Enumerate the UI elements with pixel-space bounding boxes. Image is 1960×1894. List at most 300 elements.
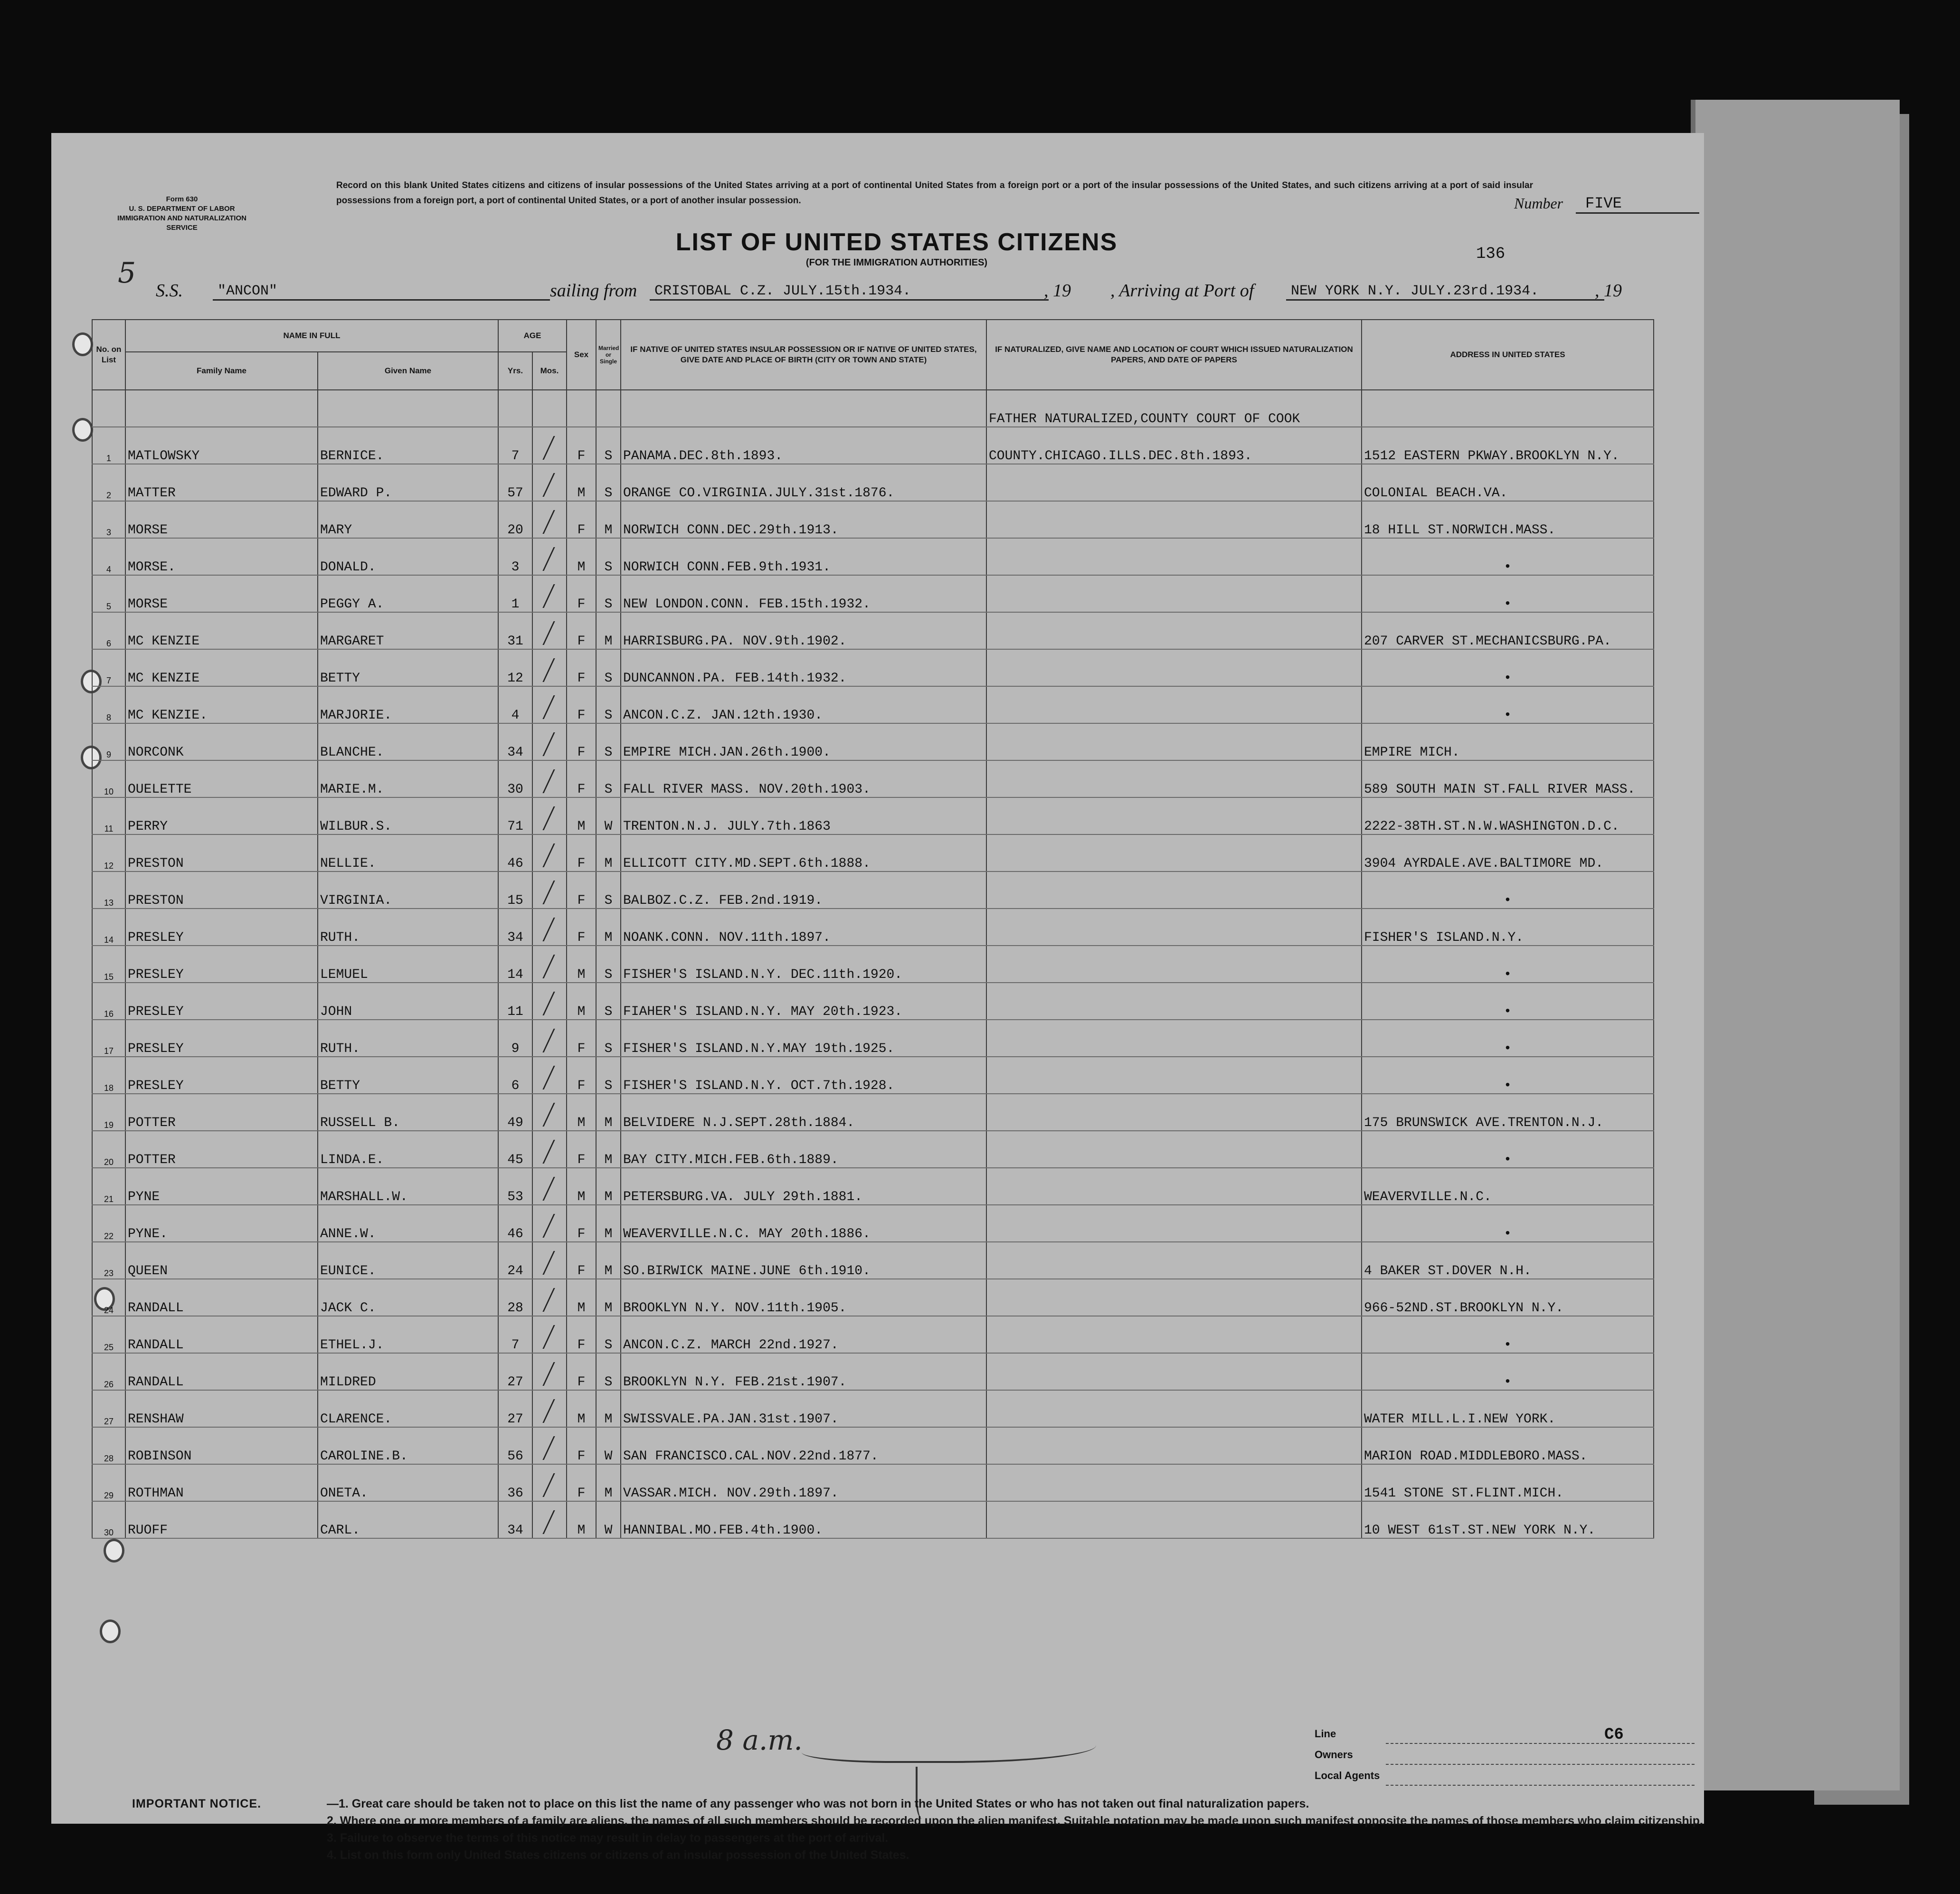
form-number: Form 630 [166,195,198,203]
cell-birth: SAN FRANCISCO.CAL.NOV.22nd.1877. [621,1427,986,1464]
cell-mos [532,797,567,834]
cell-ms: M [596,1390,621,1427]
cell-naturalized [986,612,1362,649]
check-mark [532,1510,555,1534]
cell-no: 7 [92,649,125,686]
back-page-edge [1691,100,1900,1790]
table-row [92,1316,1654,1353]
cell-address: • [1362,1316,1654,1353]
cell-no: 13 [92,871,125,909]
cell-yrs: 14 [498,946,532,983]
cell-naturalized [986,575,1362,612]
cell-family: PRESTON [125,834,318,871]
cell-sex: F [567,1020,596,1057]
cell-naturalized [986,1501,1362,1538]
cell-sex: M [567,1279,596,1316]
cell-sex: F [567,871,596,909]
form-identification [104,195,260,233]
cell-mos [532,686,567,723]
cell-ms: M [596,1094,621,1131]
cell-given: CARL. [318,1501,498,1538]
cell-mos [532,1094,567,1131]
table-row [92,1094,1654,1131]
cell-ms: S [596,464,621,501]
cell-birth: PETERSBURG.VA. JULY 29th.1881. [621,1168,986,1205]
cell-given: EDWARD P. [318,464,498,501]
cell-yrs: 24 [498,1242,532,1279]
cell-yrs: 20 [498,501,532,538]
cell-address: • [1362,946,1654,983]
cell-birth: VASSAR.MICH. NOV.29th.1897. [621,1464,986,1501]
cell-no: 2 [92,464,125,501]
cell-given: LEMUEL [318,946,498,983]
cell-naturalized [986,909,1362,946]
cell-given: RUSSELL B. [318,1094,498,1131]
document-subtitle: (FOR THE IMMIGRATION AUTHORITIES) [805,257,988,268]
cell-given: MILDRED [318,1353,498,1390]
table-row [92,983,1654,1020]
cell-given: RUTH. [318,1020,498,1057]
cell-naturalized [986,1131,1362,1168]
cell-sex: F [567,1427,596,1464]
cell-given: JACK C. [318,1279,498,1316]
cell-family: MORSE [125,575,318,612]
cell-family: QUEEN [125,1242,318,1279]
check-mark [532,732,555,756]
sailing-from-value: CRISTOBAL C.Z. JULY.15th.1934. [650,283,1049,301]
cell-family: PRESLEY [125,983,318,1020]
cell-no: 9 [92,723,125,760]
cell-given: BETTY [318,649,498,686]
notice-item-2: 2. Where one or more members of a family are aliens, the names of all such members should be recorded upon the alien manifest. Suitable notation may be made upon such manifest opposite the names of those members who claim citizenship. [327,1814,1703,1828]
table-row [92,723,1654,760]
check-mark [532,1325,555,1349]
cell-address: • [1362,649,1654,686]
cell-ms: W [596,797,621,834]
cell-given: MARIE.M. [318,760,498,797]
cell-naturalized [986,797,1362,834]
cell-ms: M [596,1279,621,1316]
cell-address: • [1362,1353,1654,1390]
table-row [92,686,1654,723]
table-row [92,1501,1654,1538]
cell-mos [532,1390,567,1427]
header-address: ADDRESS IN UNITED STATES [1362,320,1654,390]
cell-given: WILBUR.S. [318,797,498,834]
check-mark [532,1029,555,1052]
cell-address: • [1362,1057,1654,1094]
cell-ms: S [596,723,621,760]
cell-mos [532,538,567,575]
cell-address: EMPIRE MICH. [1362,723,1654,760]
table-row [92,538,1654,575]
cell-mos [532,501,567,538]
cell-family: PRESLEY [125,1020,318,1057]
cell-sex: M [567,946,596,983]
cell-address: • [1362,1205,1654,1242]
cell-naturalized [986,1057,1362,1094]
table-row [92,1279,1654,1316]
cell-birth: NORWICH CONN.FEB.9th.1931. [621,538,986,575]
cell-mos [532,1242,567,1279]
cell-yrs: 36 [498,1464,532,1501]
cell-given: CAROLINE.B. [318,1427,498,1464]
header-no-on-list: No. on List [92,320,125,390]
cell-birth: NORWICH CONN.DEC.29th.1913. [621,501,986,538]
check-mark [532,621,555,645]
cell-yrs: 27 [498,1353,532,1390]
cell-address: 4 BAKER ST.DOVER N.H. [1362,1242,1654,1279]
table-row-court-note [92,390,1654,427]
cell-address: • [1362,686,1654,723]
cell-mos [532,1464,567,1501]
cell-address: 2222-38TH.ST.N.W.WASHINGTON.D.C. [1362,797,1654,834]
cell-address: • [1362,538,1654,575]
agents-label: Local Agents [1315,1770,1380,1781]
check-mark [532,769,555,793]
cell-ms: M [596,1464,621,1501]
cell-address: 18 HILL ST.NORWICH.MASS. [1362,501,1654,538]
cell-birth: BELVIDERE N.J.SEPT.28th.1884. [621,1094,986,1131]
cell-birth: ORANGE CO.VIRGINIA.JULY.31st.1876. [621,464,986,501]
cell-mos [532,612,567,649]
cell-birth: SO.BIRWICK MAINE.JUNE 6th.1910. [621,1242,986,1279]
cell-birth: FISHER'S ISLAND.N.Y.MAY 19th.1925. [621,1020,986,1057]
cell-sex: F [567,686,596,723]
cell-naturalized [986,1020,1362,1057]
notice-item-1: —1. Great care should be taken not to place on this list the name of any passenger who was not born in the United States or who has not taken out final naturalization papers. [327,1797,1309,1810]
cell-sex: F [567,612,596,649]
cell-sex: F [567,1316,596,1353]
table-row [92,427,1654,464]
ss-label: S.S. [156,281,183,301]
cell-family: RANDALL [125,1316,318,1353]
cell-naturalized [986,1316,1362,1353]
header-birth: IF NATIVE OF UNITED STATES INSULAR POSSESSION OR IF NATIVE OF UNITED STATES, GIVE DATE AND PLACE OF BIRTH (CITY OR TOWN AND STATE) [621,320,986,390]
cell-no: 3 [92,501,125,538]
cell-birth: BAY CITY.MICH.FEB.6th.1889. [621,1131,986,1168]
binder-hole [72,332,93,356]
notice-items [327,1795,1709,1864]
check-mark [532,1066,555,1089]
cell-no: 8 [92,686,125,723]
cell-no: 30 [92,1501,125,1538]
cell-yrs: 49 [498,1094,532,1131]
cell-naturalized: COUNTY.CHICAGO.ILLS.DEC.8th.1893. [986,427,1362,464]
cell-ms: M [596,834,621,871]
cell-family: PYNE. [125,1205,318,1242]
cell-ms: S [596,427,621,464]
cell-ms: M [596,1131,621,1168]
cell-birth: TRENTON.N.J. JULY.7th.1863 [621,797,986,834]
cell-family: PRESLEY [125,909,318,946]
cell-yrs: 3 [498,538,532,575]
cell-given: PEGGY A. [318,575,498,612]
cell-mos [532,1427,567,1464]
line-value: C6 [1604,1726,1624,1744]
cell-yrs: 46 [498,1205,532,1242]
table-row [92,834,1654,871]
cell-mos [532,723,567,760]
officer-signature [802,1728,1096,1763]
line-label: Line [1315,1728,1336,1740]
passenger-rows [92,390,1654,1538]
cell-birth: HARRISBURG.PA. NOV.9th.1902. [621,612,986,649]
cell-birth: ELLICOTT CITY.MD.SEPT.6th.1888. [621,834,986,871]
cell-no: 10 [92,760,125,797]
check-mark [532,1177,555,1201]
number-label: Number [1514,195,1563,212]
cell-naturalized [986,649,1362,686]
cell-mos [532,871,567,909]
cell-no: 15 [92,946,125,983]
cell-address: 207 CARVER ST.MECHANICSBURG.PA. [1362,612,1654,649]
cell-birth: PANAMA.DEC.8th.1893. [621,427,986,464]
header-name-in-full: NAME IN FULL [125,320,498,352]
cell-naturalized [986,1205,1362,1242]
cell-given: MARY [318,501,498,538]
cell-yrs: 7 [498,427,532,464]
cell-family: PRESTON [125,871,318,909]
cell-given: CLARENCE. [318,1390,498,1427]
cell-no: 18 [92,1057,125,1094]
cell-yrs: 34 [498,1501,532,1538]
cell-ms: S [596,1020,621,1057]
check-mark [532,1473,555,1497]
cell-naturalized [986,1279,1362,1316]
cell-ms: S [596,575,621,612]
cell-mos [532,909,567,946]
cell-naturalized [986,946,1362,983]
cell-ms: S [596,1353,621,1390]
notice-item-4: 4. List on this form only United States citizens or citizens of an insular possession of the United States. [327,1848,909,1862]
owners-label: Owners [1315,1749,1353,1761]
cell-naturalized [986,1094,1362,1131]
header-naturalized: IF NATURALIZED, GIVE NAME AND LOCATION OF COURT WHICH ISSUED NATURALIZATION PAPERS, AND DATE OF PAPERS [986,320,1362,390]
cell-no: 24 [92,1279,125,1316]
cell-birth: NEW LONDON.CONN. FEB.15th.1932. [621,575,986,612]
cell-birth: BROOKLYN N.Y. FEB.21st.1907. [621,1353,986,1390]
line-owners-agents [1315,1728,1695,1799]
cell-birth: WEAVERVILLE.N.C. MAY 20th.1886. [621,1205,986,1242]
cell-naturalized [986,1390,1362,1427]
cell-mos [532,1057,567,1094]
cell-naturalized [986,834,1362,871]
cell-naturalized [986,983,1362,1020]
table-row [92,1131,1654,1168]
table-row [92,1168,1654,1205]
cell-sex: F [567,1464,596,1501]
cell-yrs: 12 [498,649,532,686]
page-stamp: 136 [1476,245,1506,263]
cell-yrs: 45 [498,1131,532,1168]
cell-naturalized [986,538,1362,575]
cell-yrs: 46 [498,834,532,871]
cell-naturalized [986,723,1362,760]
binder-hole [72,418,93,442]
table-row [92,1057,1654,1094]
cell-no: 12 [92,834,125,871]
cell-family: POTTER [125,1094,318,1131]
cell-yrs: 4 [498,686,532,723]
cell-family: PRESLEY [125,1057,318,1094]
agents-field [1315,1770,1695,1790]
table-row [92,501,1654,538]
arriving-label: , Arriving at Port of [1110,281,1254,301]
cell-mos [532,1131,567,1168]
cell-sex: M [567,983,596,1020]
service-name: IMMIGRATION AND NATURALIZATION SERVICE [117,214,246,232]
document-title: LIST OF UNITED STATES CITIZENS [675,228,1118,256]
check-mark [532,1214,555,1238]
cell-family: MORSE [125,501,318,538]
cell-address: • [1362,871,1654,909]
cell-family: ROTHMAN [125,1464,318,1501]
cell-birth: BALBOZ.C.Z. FEB.2nd.1919. [621,871,986,909]
cell-given: ETHEL.J. [318,1316,498,1353]
cell-yrs: 53 [498,1168,532,1205]
check-mark [532,955,555,978]
cell-given: EUNICE. [318,1242,498,1279]
cell-mos [532,1501,567,1538]
cell-mos [532,427,567,464]
cell-naturalized [986,1353,1362,1390]
check-mark [532,658,555,682]
cell-family: ROBINSON [125,1427,318,1464]
cell-no: 29 [92,1464,125,1501]
cell-given: MARJORIE. [318,686,498,723]
department-name: U. S. DEPARTMENT OF LABOR [129,205,235,213]
number-value: FIVE [1576,195,1699,214]
cell-no: 26 [92,1353,125,1390]
cell-naturalized [986,1168,1362,1205]
cell-sex: F [567,649,596,686]
cell-yrs: 11 [498,983,532,1020]
check-mark [532,1103,555,1127]
cell-sex: M [567,1501,596,1538]
cell-ms: S [596,760,621,797]
cell-no: 28 [92,1427,125,1464]
cell-naturalized [986,464,1362,501]
notice-heading: IMPORTANT NOTICE. [132,1797,262,1810]
check-mark [532,918,555,941]
cell-birth: DUNCANNON.PA. FEB.14th.1932. [621,649,986,686]
cell-no: 11 [92,797,125,834]
cell-sex: M [567,464,596,501]
cell-address: 175 BRUNSWICK AVE.TRENTON.N.J. [1362,1094,1654,1131]
check-mark [532,881,555,904]
cell-address: WEAVERVILLE.N.C. [1362,1168,1654,1205]
cell-yrs: 57 [498,464,532,501]
cell-no: 4 [92,538,125,575]
cell-given: JOHN [318,983,498,1020]
cell-family: MC KENZIE [125,649,318,686]
table-row [92,1427,1654,1464]
passenger-table-wrap [92,319,1654,1715]
manifest-sheet [51,133,1704,1862]
cell-given: RUTH. [318,909,498,946]
cell-sex: F [567,1131,596,1168]
cell-given: MARSHALL.W. [318,1168,498,1205]
cell-family: RENSHAW [125,1390,318,1427]
cell-given: BETTY [318,1057,498,1094]
cell-birth: FIAHER'S ISLAND.N.Y. MAY 20th.1923. [621,983,986,1020]
cell-address: FISHER'S ISLAND.N.Y. [1362,909,1654,946]
cell-yrs: 27 [498,1390,532,1427]
cell-family: MATLOWSKY [125,427,318,464]
cell-ms: S [596,871,621,909]
cell-sex: M [567,538,596,575]
header-age: AGE [498,320,567,352]
cell-given: ONETA. [318,1464,498,1501]
cell-yrs: 15 [498,871,532,909]
cell-birth: ANCON.C.Z. JAN.12th.1930. [621,686,986,723]
cell-family: NORCONK [125,723,318,760]
cell-address: • [1362,1020,1654,1057]
check-mark [532,1140,555,1164]
cell-address: • [1362,1131,1654,1168]
cell-family: MC KENZIE [125,612,318,649]
cell-sex: F [567,501,596,538]
cell-no: 14 [92,909,125,946]
check-mark [532,992,555,1015]
cell-naturalized [986,760,1362,797]
cell-given: BLANCHE. [318,723,498,760]
signature-area [716,1724,1144,1776]
cell-birth: FISHER'S ISLAND.N.Y. OCT.7th.1928. [621,1057,986,1094]
check-mark [532,473,555,497]
check-mark [532,547,555,571]
cell-given: BERNICE. [318,427,498,464]
header-family-name: Family Name [125,352,318,390]
cell-family: POTTER [125,1131,318,1168]
cell-no: 16 [92,983,125,1020]
year-label-2: , 19 [1595,281,1622,301]
cell-family: RANDALL [125,1279,318,1316]
cell-sex: F [567,723,596,760]
cell-ms: S [596,686,621,723]
cell-no: 21 [92,1168,125,1205]
cell-no: 19 [92,1094,125,1131]
cell-ms: W [596,1501,621,1538]
check-mark [532,695,555,719]
check-mark [532,436,555,460]
table-row [92,1464,1654,1501]
court-note: FATHER NATURALIZED,COUNTY COURT OF COOK [986,390,1362,427]
cell-family: RANDALL [125,1353,318,1390]
cell-sex: F [567,1205,596,1242]
cell-no: 5 [92,575,125,612]
passenger-table [92,319,1654,1539]
cell-yrs: 34 [498,909,532,946]
cell-address: • [1362,575,1654,612]
cell-ms: M [596,1168,621,1205]
cell-mos [532,760,567,797]
cell-ms: M [596,612,621,649]
cell-naturalized [986,871,1362,909]
cell-no: 23 [92,1242,125,1279]
list-number [1514,195,1695,223]
cell-address: 1541 STONE ST.FLINT.MICH. [1362,1464,1654,1501]
check-mark [532,806,555,830]
cell-sex: F [567,1057,596,1094]
cell-no: 6 [92,612,125,649]
cell-yrs: 9 [498,1020,532,1057]
cell-given: LINDA.E. [318,1131,498,1168]
cell-family: MC KENZIE. [125,686,318,723]
table-row [92,797,1654,834]
table-row [92,464,1654,501]
